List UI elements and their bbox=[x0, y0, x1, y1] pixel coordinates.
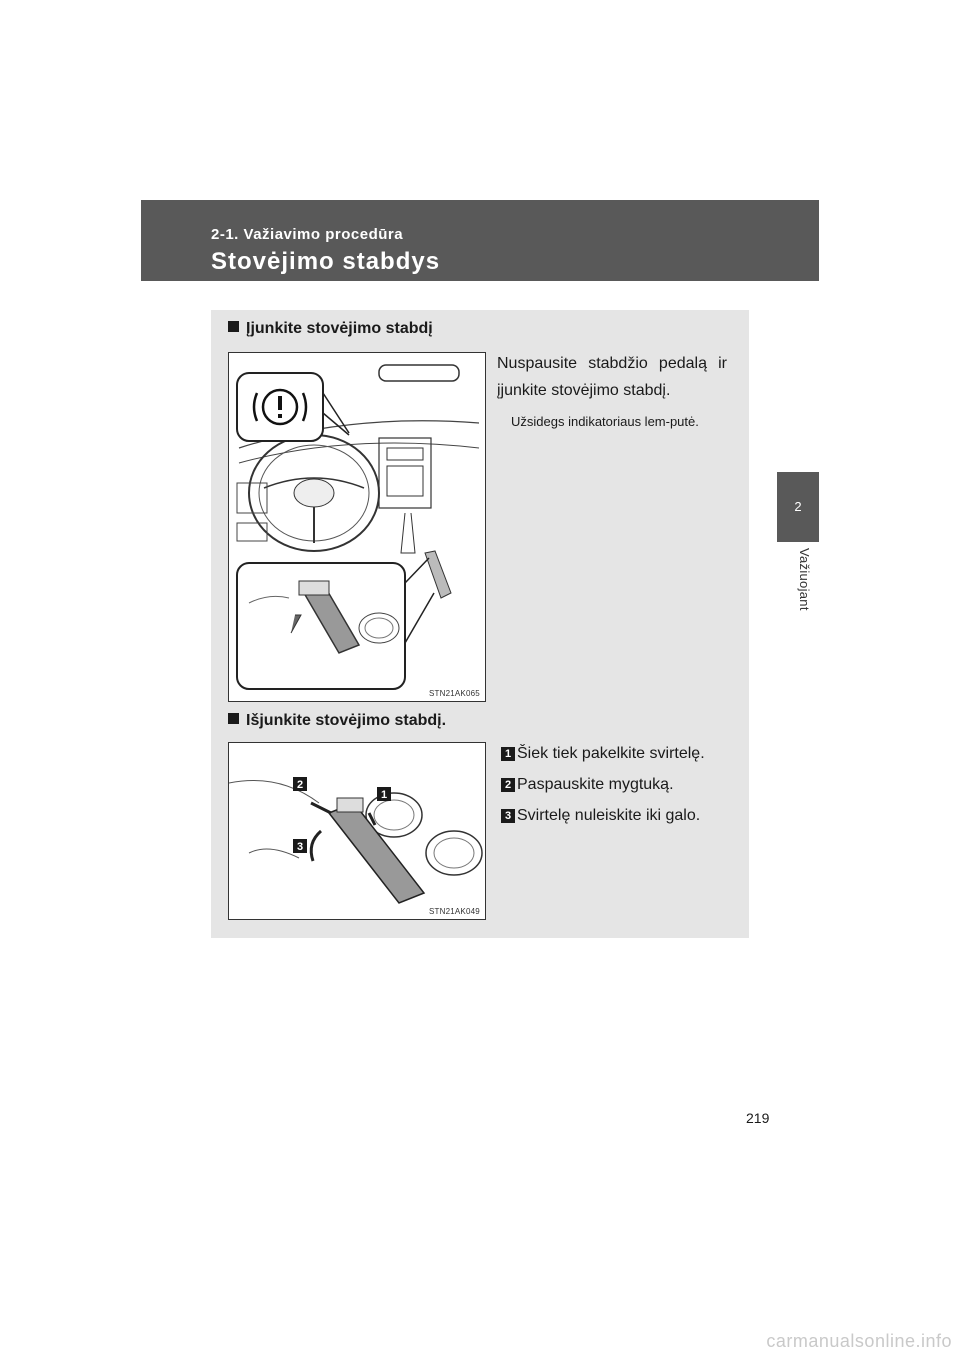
square-bullet-icon bbox=[228, 321, 239, 332]
release-image-code: STN21AK049 bbox=[429, 907, 480, 916]
dashboard-drawing bbox=[229, 353, 485, 701]
release-heading bbox=[228, 712, 446, 730]
step-number-badge: 3 bbox=[501, 809, 515, 823]
section-title: 2-1. Važiavimo procedūra bbox=[211, 226, 404, 243]
step-text: Šiek tiek pakelkite svirtelę. bbox=[517, 745, 705, 762]
apply-text: Nuspausite stabdžio pedalą ir įjunkite stovėjimo stabdį. bbox=[497, 355, 727, 399]
square-bullet-icon bbox=[228, 713, 239, 724]
svg-text:2: 2 bbox=[296, 779, 304, 791]
step-number-badge: 1 bbox=[501, 747, 515, 761]
svg-text:1: 1 bbox=[380, 789, 388, 801]
apply-heading bbox=[228, 320, 433, 338]
step-item bbox=[501, 773, 705, 797]
chapter-label: Važiuojant bbox=[797, 548, 812, 611]
watermark-text[interactable]: carmanualsonline.info bbox=[766, 1331, 952, 1351]
page-number: 219 bbox=[746, 1110, 770, 1126]
step-text: Paspauskite mygtuką. bbox=[517, 776, 674, 793]
page-title: Stovėjimo stabdys bbox=[211, 248, 441, 275]
apply-image-code: STN21AK065 bbox=[429, 689, 480, 698]
step-item bbox=[501, 804, 705, 828]
step-text: Svirtelę nuleiskite iki galo. bbox=[517, 807, 701, 824]
apply-illustration bbox=[228, 352, 486, 702]
release-illustration bbox=[228, 742, 486, 920]
release-heading-text: Išjunkite stovėjimo stabdį. bbox=[246, 712, 447, 729]
apply-heading-text: Įjunkite stovėjimo stabdį bbox=[246, 320, 433, 337]
step-number-badge: 2 bbox=[501, 778, 515, 792]
release-steps bbox=[501, 742, 705, 835]
svg-text:3: 3 bbox=[296, 841, 304, 853]
step-item bbox=[501, 742, 705, 766]
chapter-tab[interactable]: 2 bbox=[777, 472, 819, 542]
header-band bbox=[141, 200, 819, 281]
apply-note: Užsidegs indikatoriaus lem-putė. bbox=[511, 414, 699, 429]
lever-drawing bbox=[229, 743, 485, 919]
